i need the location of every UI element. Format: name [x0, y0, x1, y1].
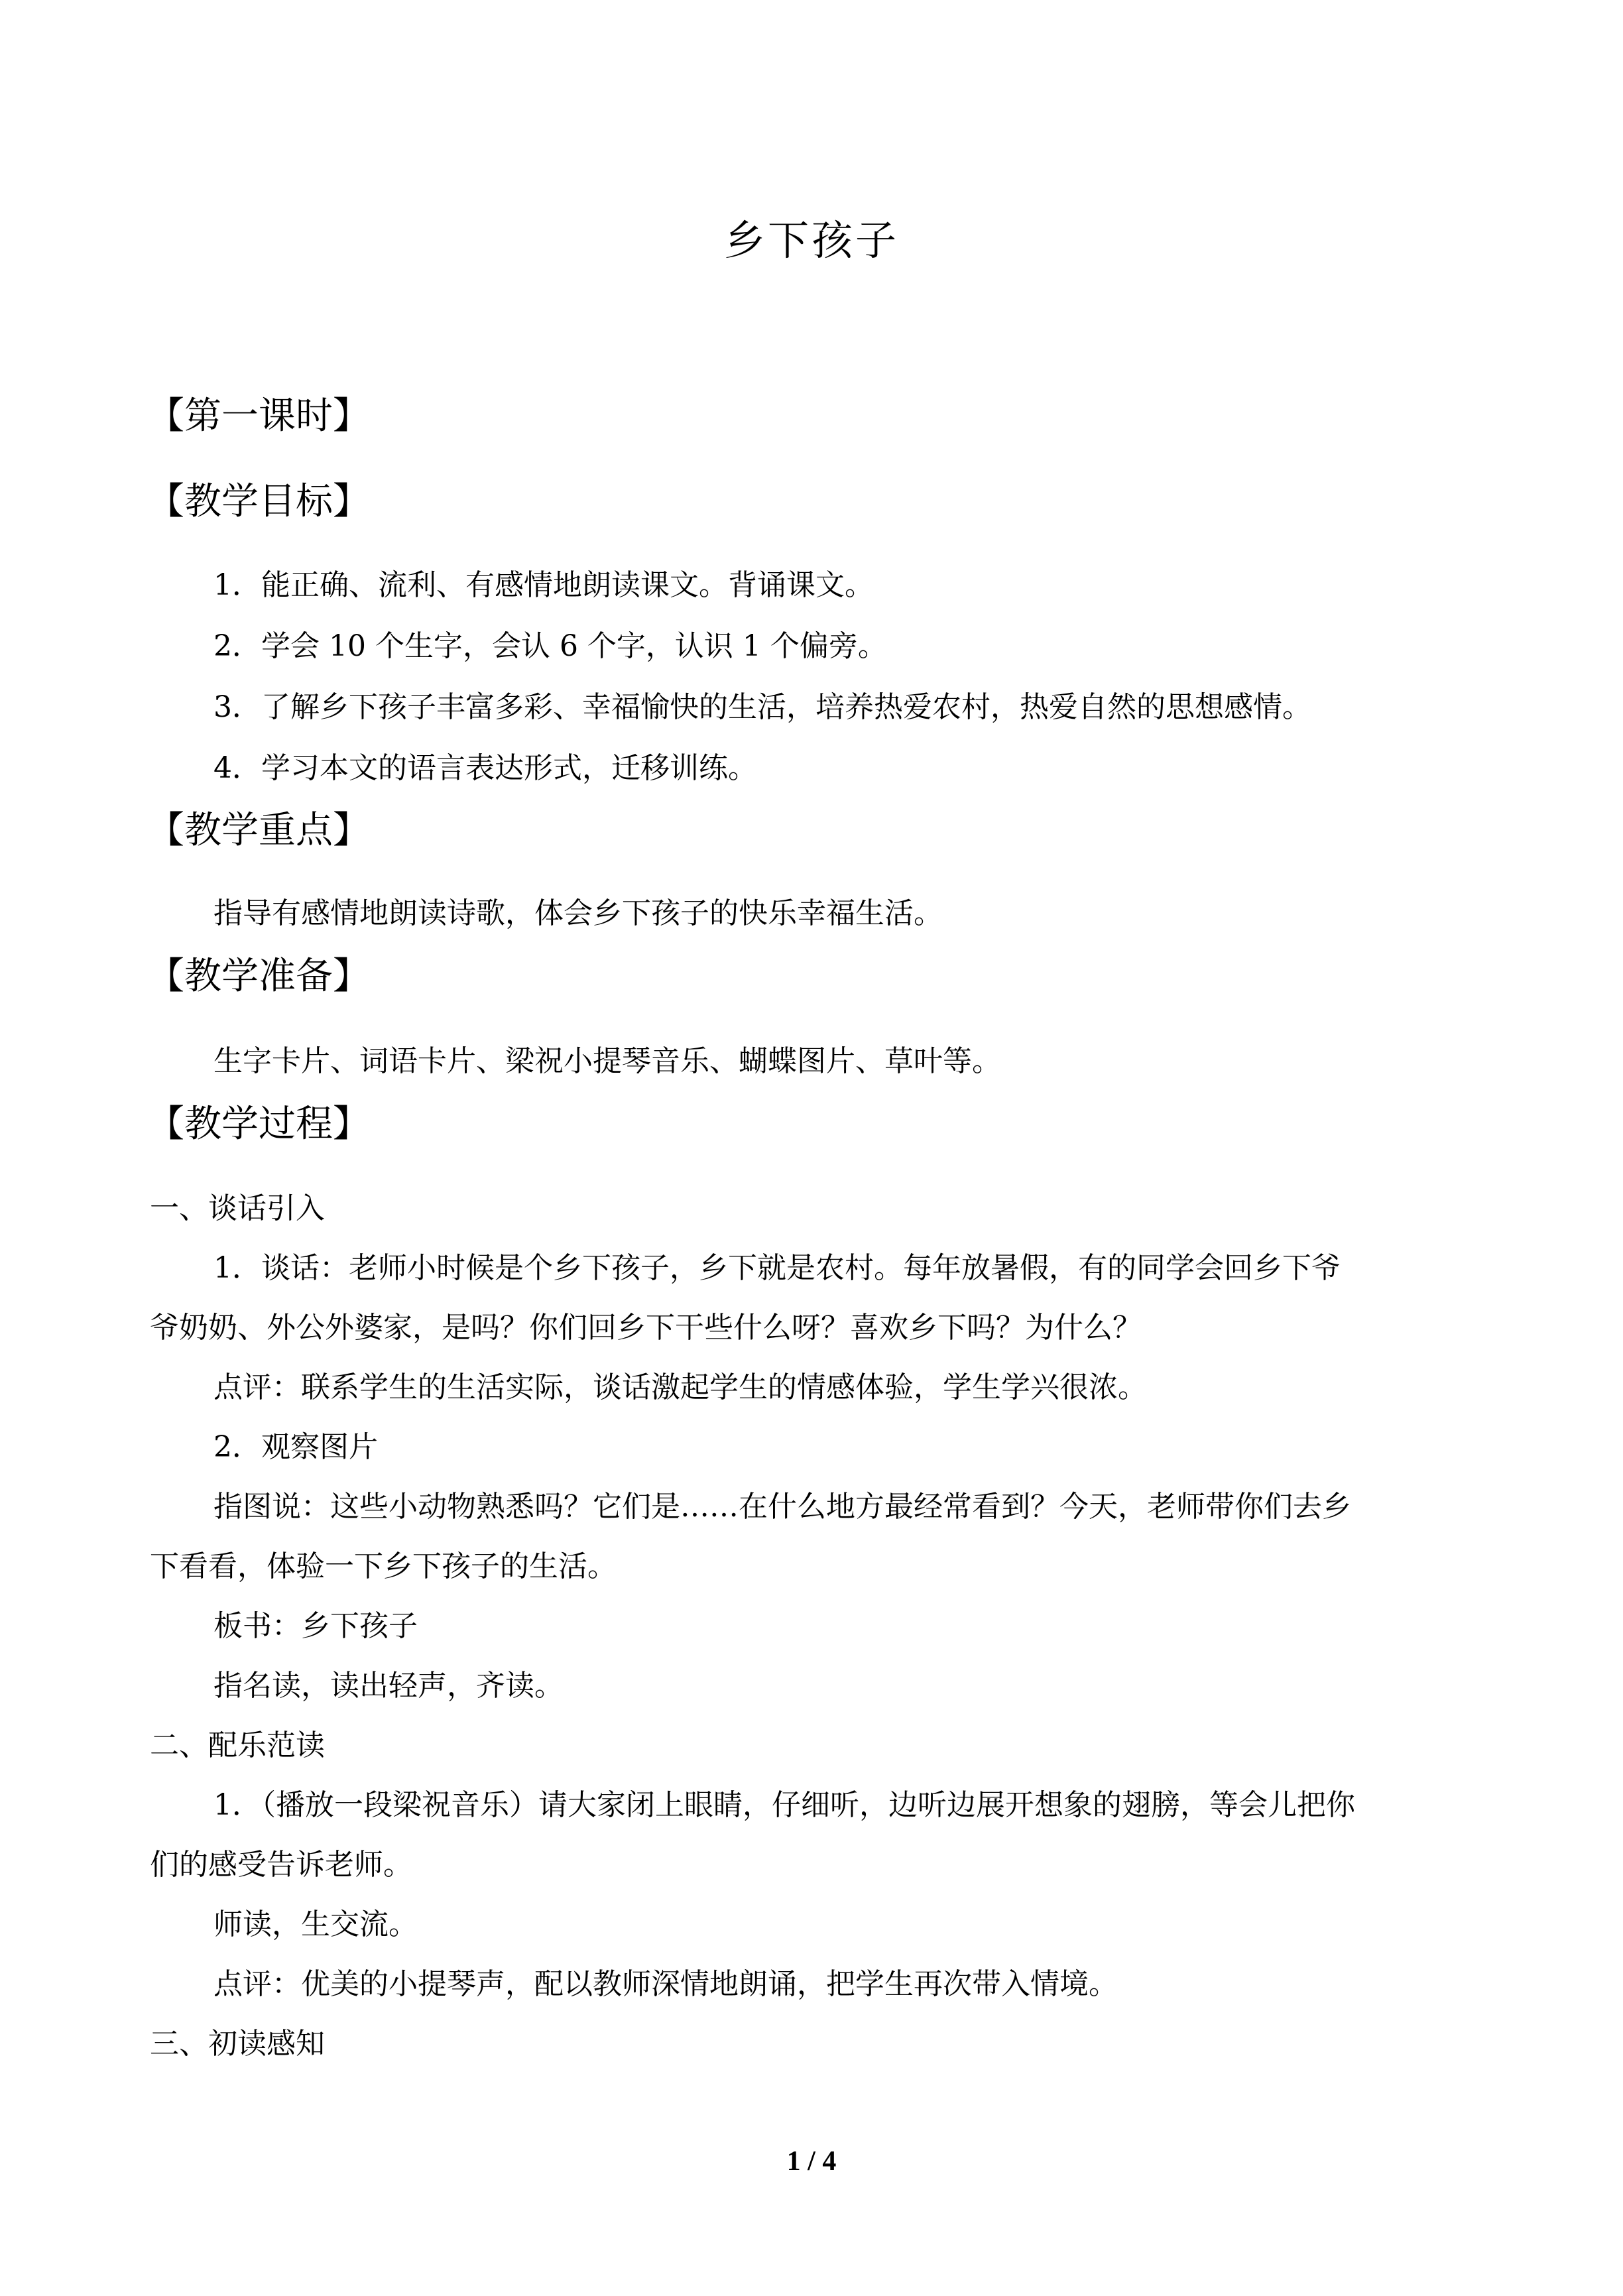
paragraph-comment-1: 点评：联系学生的生活实际，谈话激起学生的情感体验，学生学兴很浓。 — [213, 1370, 1147, 1404]
lesson-period-heading: 【第一课时】 — [147, 394, 370, 438]
objective-item-2: 2．学会 10 个生字，会认 6 个字，认识 1 个偏旁。 — [213, 629, 887, 663]
paragraph-comment-2: 点评：优美的小提琴声，配以教师深情地朗诵，把学生再次带入情境。 — [213, 1967, 1118, 2001]
preparation-text: 生字卡片、词语卡片、梁祝小提琴音乐、蝴蝶图片、草叶等。 — [213, 1044, 1001, 1078]
paragraph-board-writing: 板书：乡下孩子 — [213, 1609, 418, 1643]
objectives-heading: 【教学目标】 — [147, 480, 370, 523]
paragraph-point-picture-line-2: 下看看，体验一下乡下孩子的生活。 — [150, 1549, 617, 1583]
section-title-3: 三、初读感知 — [150, 2027, 325, 2061]
paragraph-observe-pictures: 2．观察图片 — [213, 1430, 378, 1464]
paragraph-talk-line-2: 爷奶奶、外公外婆家，是吗？你们回乡下干些什么呀？喜欢乡下吗？为什么？ — [150, 1311, 1142, 1345]
section-title-1: 一、谈话引入 — [150, 1191, 325, 1225]
key-points-text: 指导有感情地朗读诗歌，体会乡下孩子的快乐幸福生活。 — [213, 896, 943, 930]
objective-item-1: 1．能正确、流利、有感情地朗读课文。背诵课文。 — [213, 568, 874, 602]
key-points-heading: 【教学重点】 — [147, 809, 370, 852]
paragraph-teacher-reads: 师读，生交流。 — [213, 1907, 418, 1941]
objective-item-3: 3．了解乡下孩子丰富多彩、幸福愉快的生活，培养热爱农村，热爱自然的思想感情。 — [213, 690, 1311, 724]
paragraph-reading: 指名读，读出轻声，齐读。 — [213, 1669, 564, 1703]
page-number: 1 / 4 — [786, 2146, 837, 2177]
paragraph-music-line-2: 们的感受告诉老师。 — [150, 1848, 412, 1882]
process-heading: 【教学过程】 — [147, 1103, 370, 1146]
section-title-2: 二、配乐范读 — [150, 1728, 325, 1762]
paragraph-talk-line-1: 1．谈话：老师小时候是个乡下孩子，乡下就是农村。每年放暑假，有的同学会回乡下爷 — [213, 1251, 1341, 1285]
paragraph-point-picture-line-1: 指图说：这些小动物熟悉吗？它们是……在什么地方最经常看到？今天，老师带你们去乡 — [213, 1490, 1351, 1524]
preparation-heading: 【教学准备】 — [147, 955, 370, 998]
paragraph-music-line-1: 1．（播放一段梁祝音乐）请大家闭上眼睛，仔细听，边听边展开想象的翅膀，等会儿把你 — [213, 1788, 1355, 1822]
objective-item-4: 4．学习本文的语言表达形式，迁移训练。 — [213, 751, 757, 785]
document-title: 乡下孩子 — [723, 216, 899, 265]
